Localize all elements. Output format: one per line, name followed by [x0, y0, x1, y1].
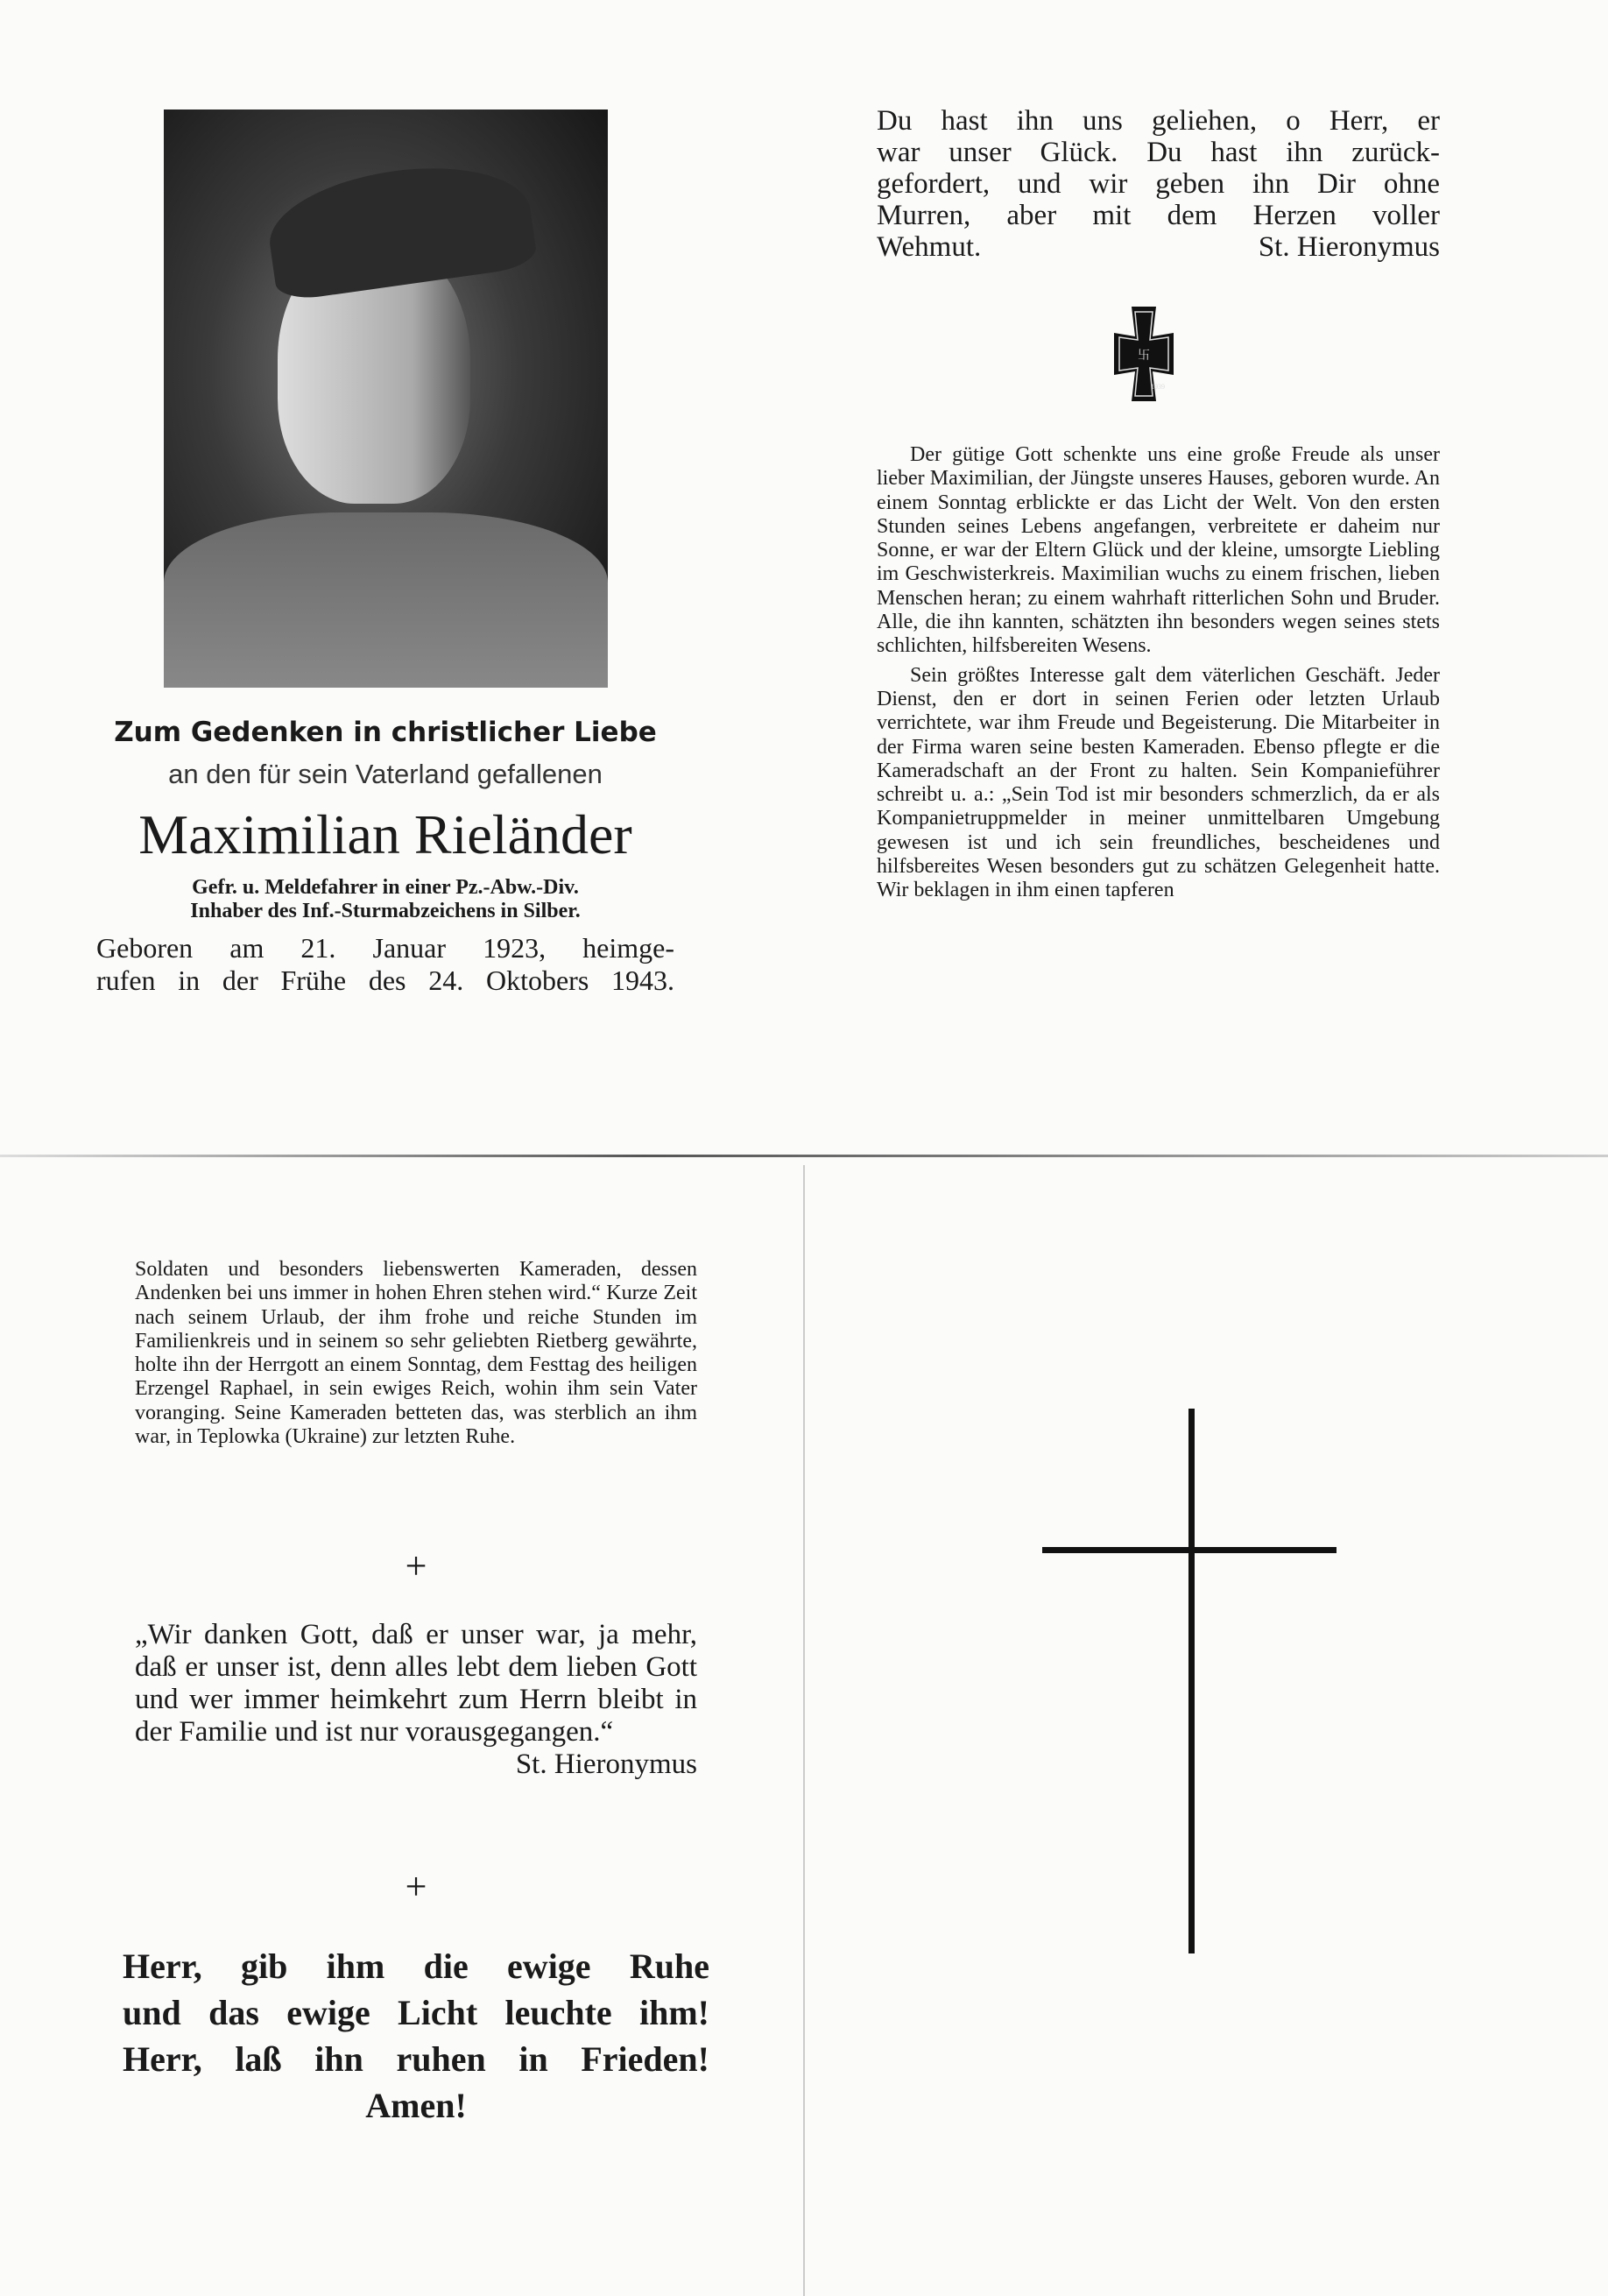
quote-line: war unser Glück. Du hast ihn zurück-	[877, 137, 1440, 168]
small-cross-icon: +	[405, 1544, 427, 1587]
prayer-line: Herr, gib ihm die ewige Ruhe	[123, 1946, 709, 1986]
prayer-line: Amen!	[365, 2086, 467, 2125]
latin-cross-icon	[1042, 1409, 1336, 1953]
emblem-year: 1939	[1151, 383, 1165, 391]
bio-paragraph-2: Sein größtes Interesse galt dem väterlichen Geschäft. Jeder Dienst, den er dort in seinen Ferien oder letzten Urlaub verrichtete, war ihm Freude und Begeisterung. Die Mitarbeiter in der Firma waren seine besten Kameraden. Ebenso pflegte er die Kameradschaft an der Front zu halten. Sein Kompanieführer schreibt u. a.: „Sein Tod ist mir besonders schmerzlich, da er als Kompanietruppmelder in meiner unmittelbaren Umgebung gewesen ist und ich sein freundliches, bescheidenes und hilfsbereites Wesen besonders gut zu schätzen Gelegenheit hatte. Wir beklagen in ihm einen tapferen	[877, 663, 1440, 902]
biography-text	[877, 443, 1440, 903]
top-quote	[877, 105, 1440, 263]
prayer-line: und das ewige Licht leuchte ihm!	[123, 1993, 709, 2032]
quote-line: Wehmut.	[877, 231, 982, 263]
closing-quote	[135, 1619, 697, 1781]
rank-line: Gefr. u. Meldefahrer in einer Pz.-Abw.-Div.	[192, 876, 579, 899]
quote-author: St. Hieronymus	[515, 1748, 697, 1780]
iron-cross-icon	[1112, 305, 1175, 403]
deceased-name: Maximilian Rieländer	[138, 803, 632, 865]
quote-text: „Wir danken Gott, daß er unser war, ja mehr, daß er unser ist, denn alles lebt dem lieben Gott und wer immer heimkehrt zum Herrn bleibt in der Familie und ist nur vorausgegangen.“	[135, 1619, 697, 1748]
bio-paragraph-1: Der gütige Gott schenkte uns eine große Freude als unser lieber Maximilian, der Jüngste unseres Hauses, geboren wurde. An einem Sonntag erblickte er das Licht der Welt. Von den ersten Stunden seines Lebens angefangen, verbreitete er daheim nur Sonne, er war der Eltern Glück und der kleine, umsorgte Liebling im Geschwisterkreis. Maximilian wuchs zu einem frischen, lieben Menschen heran; zu einem wahrhaft ritterlichen Sohn und Bruder. Alle, die ihn kannten, schätzten ihn besonders wegen seines stets schlichten, hilfsbereiten Wesens.	[877, 443, 1440, 658]
small-cross-icon: +	[405, 1865, 427, 1908]
svg-text:卐: 卐	[1138, 350, 1150, 363]
birth-line: Geboren am 21. Januar 1923, heimge-	[96, 932, 674, 964]
quote-author: St. Hieronymus	[1258, 231, 1440, 263]
quote-line: Murren, aber mit dem Herzen voller	[877, 200, 1440, 231]
prayer	[123, 1943, 709, 2129]
fold-line	[803, 1165, 805, 2296]
quote-line: gefordert, und wir geben ihn Dir ohne	[877, 168, 1440, 200]
prayer-line: Herr, laß ihn ruhen in Frieden!	[123, 2039, 709, 2079]
death-line: rufen in der Frühe des 24. Oktobers 1943.	[96, 964, 674, 996]
fold-line	[0, 1155, 1608, 1157]
card-inscription	[96, 717, 674, 997]
dedication-line-2: an den für sein Vaterland gefallenen	[168, 759, 603, 789]
quote-line: Du hast ihn uns geliehen, o Herr, er	[877, 105, 1440, 137]
biography-continued: Soldaten und besonders liebenswerten Kameraden, dessen Andenken bei uns immer in hohen Ehren stehen wird.“ Kurze Zeit nach seinem Urlaub, der ihm frohe und reiche Stunden im Familienkreis und in seinem so sehr geliebten Rietberg gewährte, holte ihn der Herrgott an einem Sonntag, dem Festtag des heiligen Erzengel Raphael, in sein ewiges Reich, wohin ihm sein Vater voranging. Seine Kameraden betteten das, was sterblich an ihm war, in Teplowka (Ukraine) zur letzten Ruhe.	[135, 1258, 697, 1449]
dedication-line: Zum Gedenken in christlicher Liebe	[114, 717, 657, 748]
award-line: Inhaber des Inf.-Sturmabzeichens in Silber.	[190, 900, 581, 922]
soldier-portrait-photo	[164, 110, 608, 687]
